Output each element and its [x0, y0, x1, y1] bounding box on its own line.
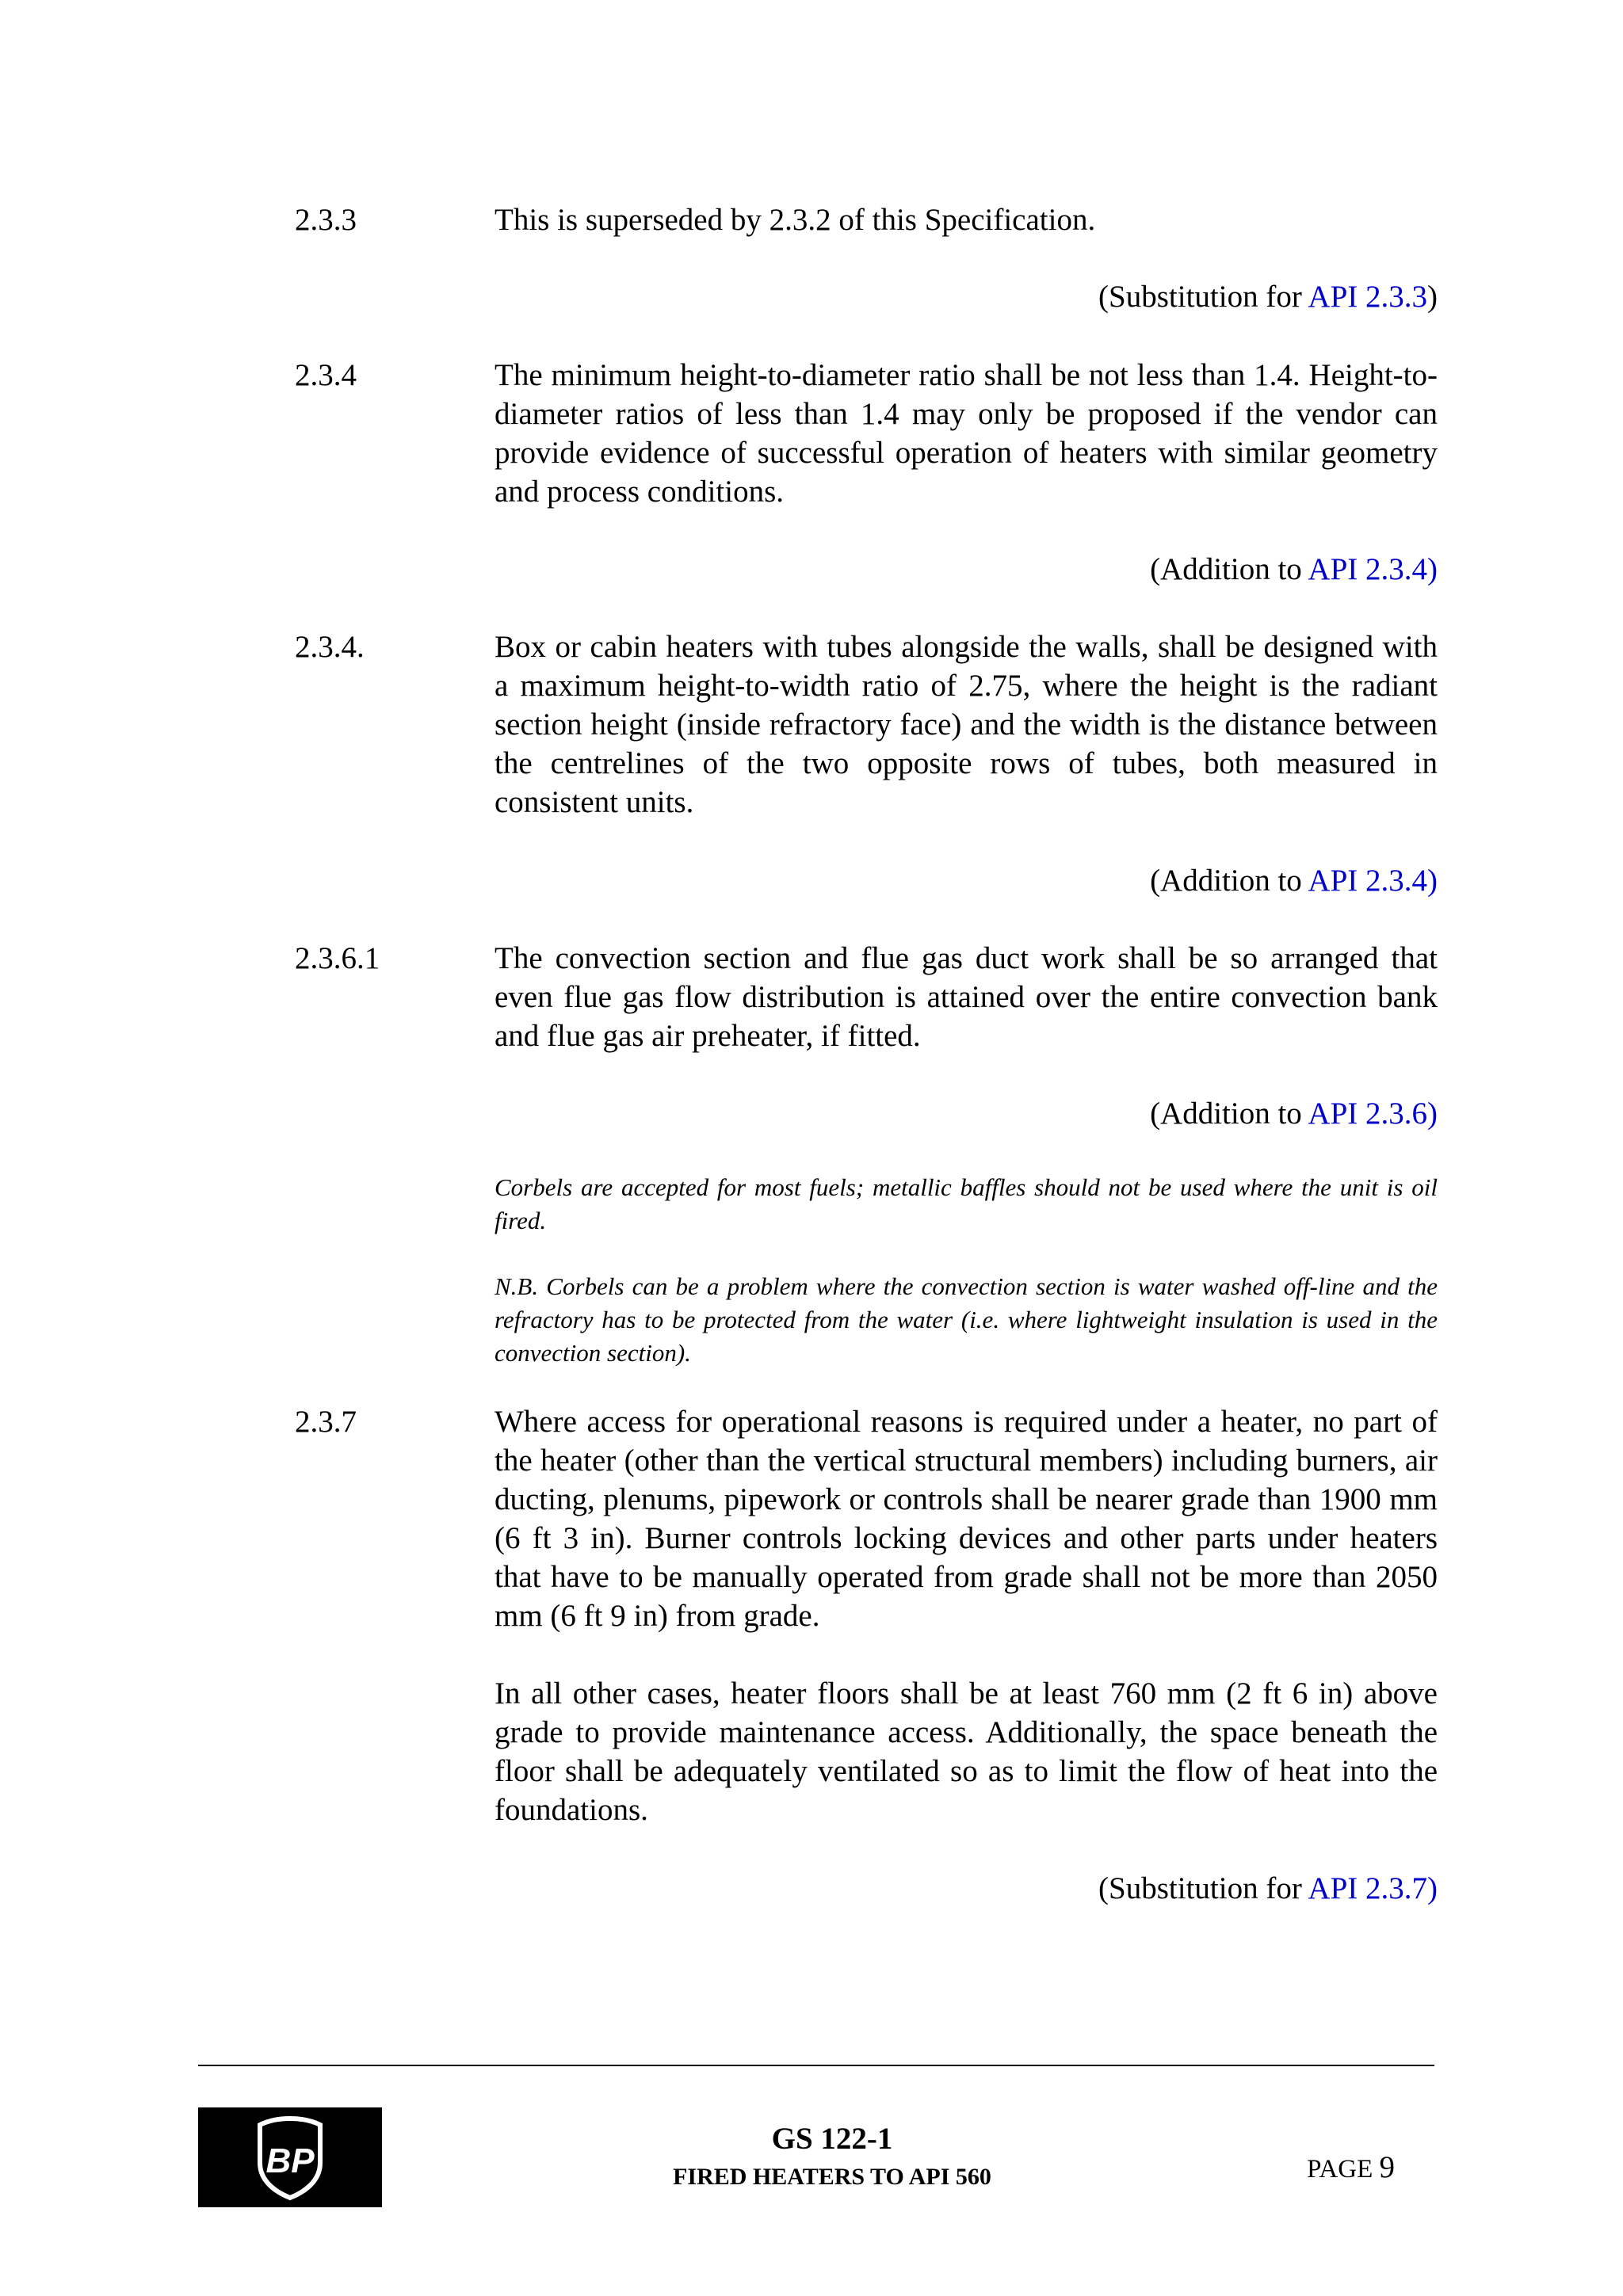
clause-text — [495, 200, 1438, 239]
reference-note — [724, 277, 1438, 316]
document-title: FIRED HEATERS TO API 560 — [673, 2164, 991, 2190]
reference-prefix: (Substitution for — [1098, 1871, 1308, 1905]
clause-paragraph: This is superseded by 2.3.2 of this Specification. — [495, 203, 1096, 237]
clause-number: 2.3.4. — [295, 630, 365, 664]
clause-number: 2.3.3 — [295, 203, 357, 237]
clause-paragraph: Where access for operational reasons is required under a heater, no part of the heater (other than the vertical structural members) including burners, air ducting, plenums, pipework or controls shall be nearer grade than 1900 mm (6 ft 3 in). Burner controls locking devices and other parts under heaters that have to be manually operated from grade shall not be more than 2050 mm (6 ft 9 in) from grade. — [495, 1405, 1438, 1633]
page-number-value: 9 — [1379, 2150, 1395, 2184]
api-reference-link[interactable]: API 2.3.4) — [1308, 864, 1438, 898]
clause-number: 2.3.4 — [295, 358, 357, 392]
bp-shield-icon — [198, 2107, 382, 2207]
clause-paragraph: The convection section and flue gas duct work shall be so arranged that even flue gas flow distribution is attained over the entire convection bank and flue gas air preheater, if fitted. — [495, 941, 1438, 1053]
reference-note — [724, 550, 1438, 589]
clause-paragraph: The minimum height-to-diameter ratio shall be not less than 1.4. Height-to-diameter ratios of less than 1.4 may only be proposed if the vendor can provide evidence of successful operation of heaters with similar geometry and process conditions. — [495, 358, 1438, 509]
clause-text — [495, 356, 1438, 511]
bp-logo — [198, 2107, 382, 2207]
clause-number: 2.3.6.1 — [295, 941, 380, 975]
api-reference-link[interactable]: API 2.3.3 — [1308, 280, 1427, 314]
reference-note — [724, 1869, 1438, 1908]
api-reference-link[interactable]: API 2.3.6) — [1308, 1097, 1438, 1131]
page-label: PAGE — [1307, 2155, 1373, 2183]
reference-note — [724, 861, 1438, 900]
reference-prefix: (Addition to — [1150, 864, 1308, 898]
reference-prefix: (Substitution for — [1098, 280, 1308, 314]
clause-text — [495, 1402, 1438, 1829]
api-reference-link[interactable]: API 2.3.7) — [1308, 1871, 1438, 1905]
logo-text: BP — [265, 2142, 315, 2180]
page-number — [1236, 2150, 1395, 2187]
guidance-note: N.B. Corbels can be a problem where the convection section is water washed off-line and the refractory has to be protected from the water (i.e. where lightweight insulation is used in the convection section). — [495, 1272, 1438, 1367]
reference-note — [724, 1094, 1438, 1133]
clause-paragraph: In all other cases, heater floors shall be at least 760 mm (2 ft 6 in) above grade to provide maintenance access. Additionally, the space beneath the floor shall be adequately ventilated so as to limit the flow of heat into the foundations. — [495, 1676, 1438, 1827]
clause-text — [495, 939, 1438, 1055]
clause-text — [495, 627, 1438, 822]
document-code: GS 122-1 — [771, 2122, 893, 2156]
reference-suffix: ) — [1427, 280, 1438, 314]
footer-divider — [198, 2065, 1434, 2066]
api-reference-link[interactable]: API 2.3.4) — [1308, 552, 1438, 586]
reference-prefix: (Addition to — [1150, 552, 1308, 586]
clause-paragraph: Box or cabin heaters with tubes alongside the walls, shall be designed with a maximum height-to-width ratio of 2.75, where the height is the radiant section height (inside refractory face) and the width is the distance between the centrelines of the two opposite rows of tubes, both measured in consistent units. — [495, 630, 1438, 819]
clause-number: 2.3.7 — [295, 1405, 357, 1439]
guidance-note: Corbels are accepted for most fuels; metallic baffles should not be used where the unit is oil fired. — [495, 1173, 1438, 1234]
reference-prefix: (Addition to — [1150, 1097, 1308, 1131]
